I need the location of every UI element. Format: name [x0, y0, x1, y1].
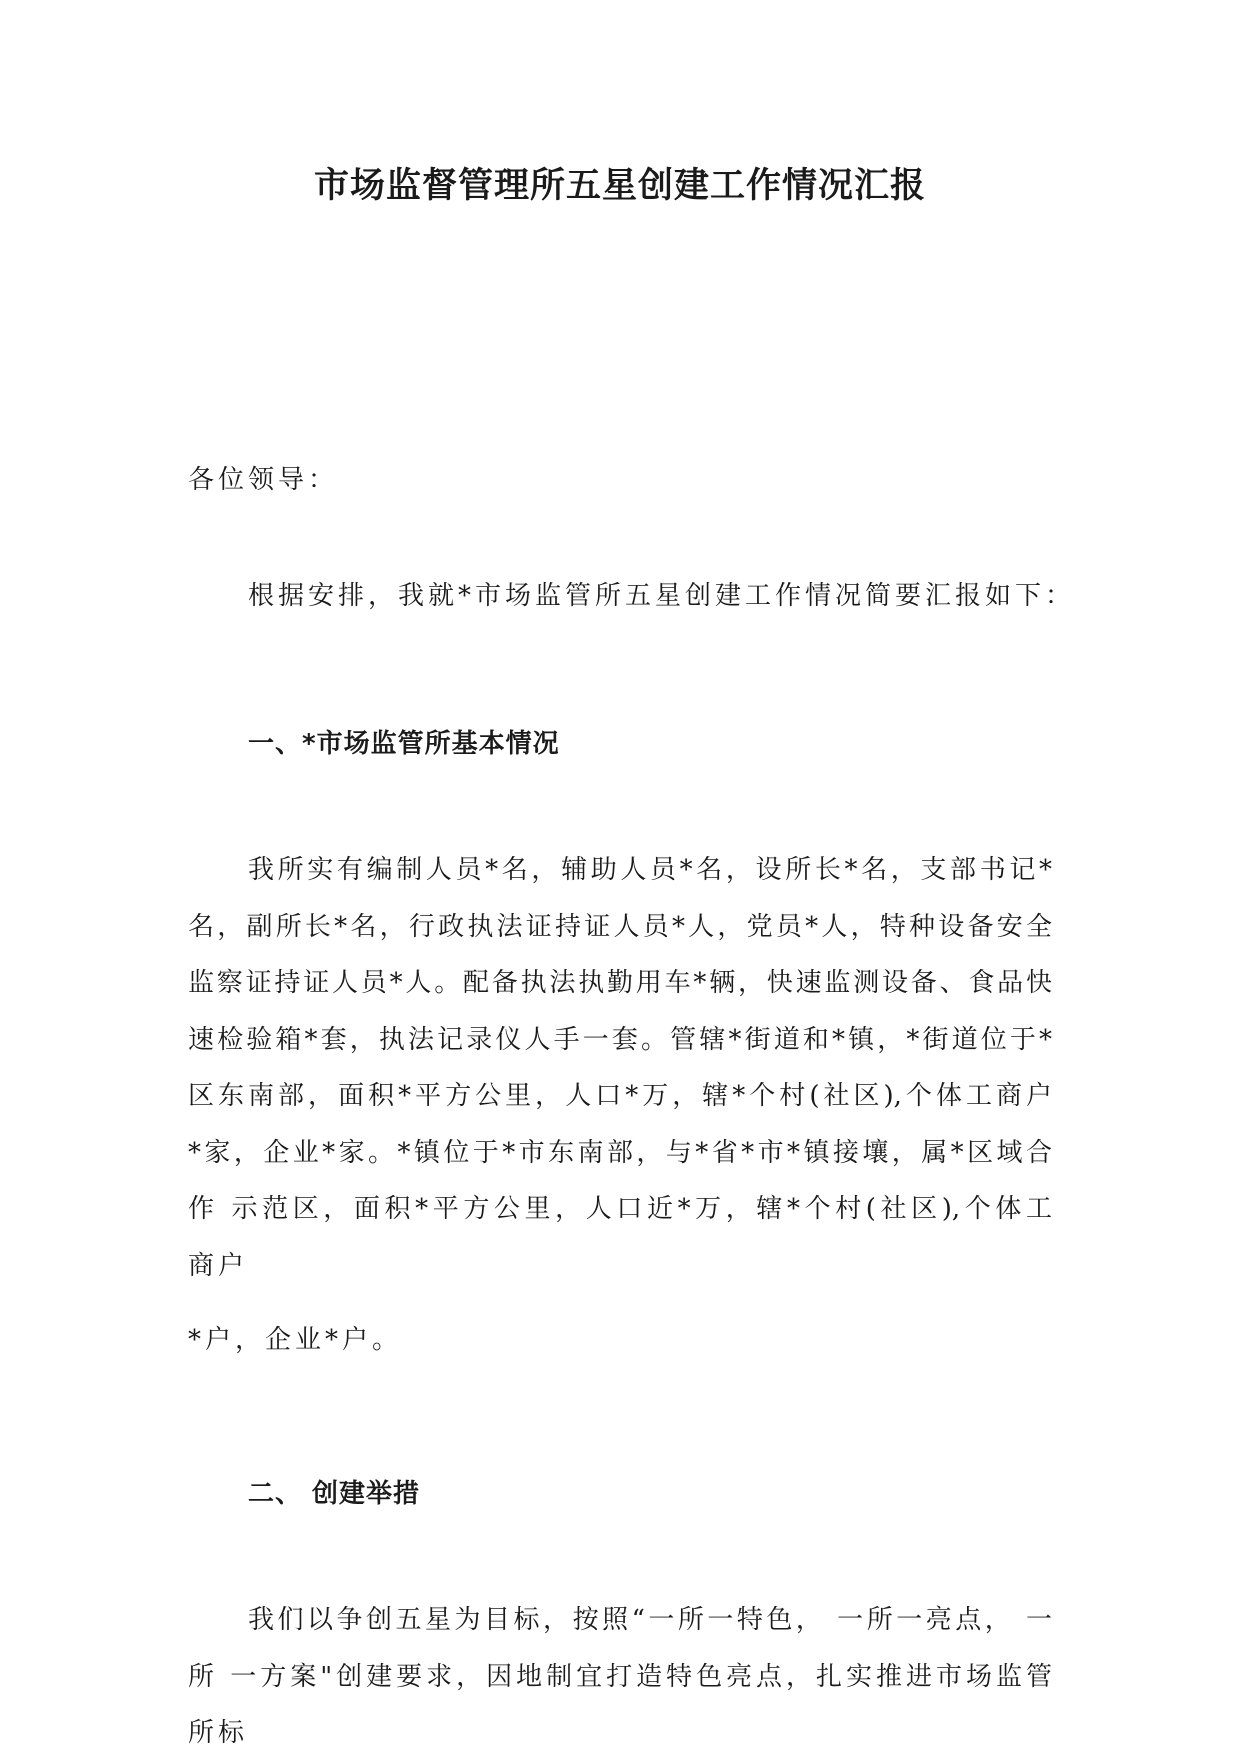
paragraph-line: 速检验箱*套，执法记录仪人手一套。管辖*街道和*镇，*街道位于* — [188, 1024, 1052, 1055]
section1-paragraph — [188, 842, 1052, 1294]
section1-trailing-line: *户，企业*户。 — [188, 1325, 403, 1355]
paragraph-line: 我所实有编制人员*名，辅助人员*名，设所长*名，支部书记* — [248, 855, 1052, 885]
section-heading-1: 一、*市场监管所基本情况 — [248, 729, 560, 759]
paragraph-line: 商户 — [188, 1250, 249, 1281]
paragraph-line: 区东南部，面积*平方公里，人口*万，辖*个村(社区),个体工商户 — [188, 1081, 1052, 1111]
salutation: 各位领导： — [188, 465, 339, 495]
paragraph-line: *家，企业*家。*镇位于*市东南部，与*省*市*镇接壤，属*区域合 — [188, 1137, 1052, 1168]
paragraph-line: 我们以争创五星为目标，按照“一所一特色， 一所一亮点， 一 — [248, 1605, 1052, 1635]
document-title: 市场监督管理所五星创建工作情况汇报 — [313, 166, 926, 206]
paragraph-line: 作 示范区，面积*平方公里，人口近*万，辖*个村(社区),个体工 — [188, 1194, 1052, 1224]
section-heading-2: 二、 创建举措 — [248, 1479, 421, 1509]
paragraph-line: 所 一方案"创建要求，因地制宜打造特色亮点，扎实推进市场监管 — [188, 1661, 1052, 1692]
section2-paragraph — [188, 1592, 1052, 1762]
paragraph-line: 名，副所长*名，行政执法证持证人员*人，党员*人，特种设备安全 — [188, 911, 1052, 942]
intro-paragraph: 根据安排，我就*市场监管所五星创建工作情况简要汇报如下： — [248, 581, 1076, 611]
paragraph-line: 监察证持证人员*人。配备执法执勤用车*辆，快速监测设备、食品快 — [188, 968, 1052, 998]
paragraph-line: 所标 — [188, 1718, 249, 1748]
